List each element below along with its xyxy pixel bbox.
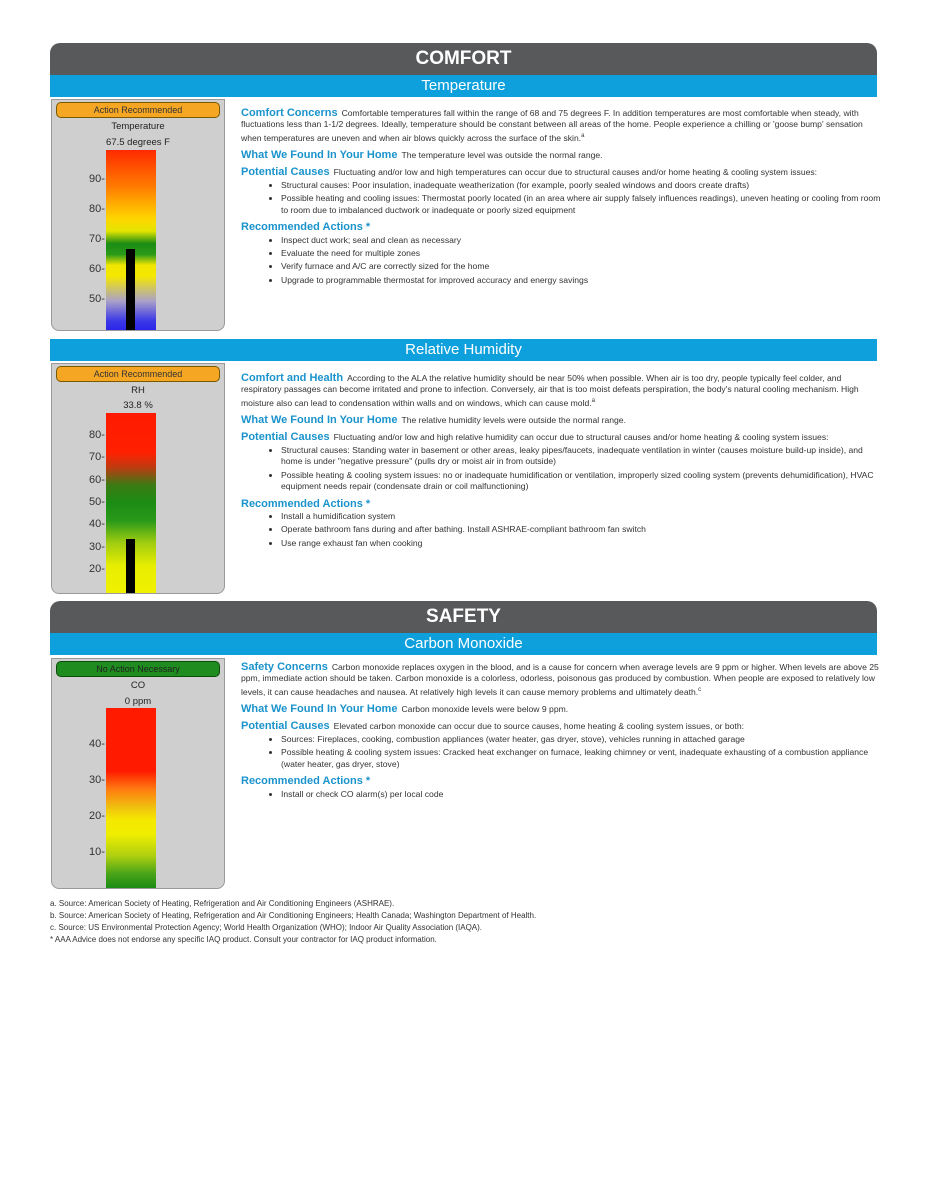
temperature-tick-60: 60- (89, 263, 105, 275)
list-item: • Operate bathroom fans during and after bathing. Install ASHRAE-compliant bathroom fan switch (281, 524, 881, 535)
list-item: • Verify furnace and A/C are correctly sized for the home (281, 261, 881, 272)
causes-heading: Potential Causes (241, 720, 330, 733)
list-item: • Evaluate the need for multiple zones (281, 248, 881, 259)
temperature-color-bar (106, 150, 156, 330)
list-item: • Structural causes: Poor insulation, inadequate weatherization (for example, poorly sealed windows and doors create drafts) (281, 180, 881, 191)
list-item: • Upgrade to programmable thermostat for improved accuracy and energy savings (281, 275, 881, 286)
concerns-heading: Comfort Concerns (241, 107, 338, 119)
humidity-gauge-panel (51, 363, 225, 594)
concerns-text: Comfortable temperatures fall within the range of 68 and 75 degrees F. In addition temperatures are most comfortable when steady, with fluctuations less than 1-1/2 degrees. Ideally, temperature should be constant between all areas of the home. People experience a chilling or 'goose bump' sensation when temperatures are uneven and when air blows quickly across the surface of the skin. (241, 108, 863, 143)
found-heading: What We Found In Your Home (241, 414, 398, 427)
footnote-ref: a (591, 397, 595, 404)
comfort-section-header: COMFORT (50, 43, 877, 75)
footnote-c: c. Source: US Environmental Protection Agency; World Health Organization (WHO); Indoor Air Quality Association (IAQA). (50, 923, 483, 932)
list-item: • Install or check CO alarm(s) per local code (281, 789, 881, 800)
temperature-tick-90: 90- (89, 173, 105, 185)
causes-heading: Potential Causes (241, 431, 330, 444)
co-tick-30: 30- (89, 774, 105, 786)
found-text: The temperature level was outside the normal range. (401, 150, 603, 161)
found-text: Carbon monoxide levels were below 9 ppm. (401, 704, 569, 715)
co-tick-20: 20- (89, 810, 105, 822)
co-tick-10: 10- (89, 846, 105, 858)
humidity-header: Relative Humidity (50, 339, 877, 361)
gauge-metric-label: Temperature (111, 121, 165, 132)
list-item: • Install a humidification system (281, 511, 881, 522)
footnote-a: a. Source: American Society of Heating, Refrigeration and Air Conditioning Engineers (ASHRAE). (50, 899, 395, 908)
status-badge: Action Recommended (56, 366, 220, 382)
gauge-reading: 67.5 degrees F (106, 137, 170, 148)
humidity-content (241, 373, 881, 555)
actions-heading: Recommended Actions * (241, 221, 371, 234)
gauge-reading: 0 ppm (124, 696, 152, 707)
concerns-text: Carbon monoxide replaces oxygen in the blood, and is a cause for concern when average levels are 9 ppm or higher. When levels are above 25 ppm, immediate action should be taken. Carbon monoxide is a colorless, odorless, poisonous gas produced by combustion. When people are exposed to relatively low levels, it can cause headaches and nausea. At relatively high levels it can cause memory problems and ultimately death. (241, 662, 879, 697)
footnote-disclaimer: * AAA Advice does not endorse any specific IAQ product. Consult your contractor for IAQ product information. (50, 935, 437, 944)
footnotes (50, 898, 536, 946)
list-item: • Possible heating and cooling issues: Thermostat poorly located (in an area where air supply falsely influences readings), uneven heating or cooling from room to room due to imbalanced ductwork or inadequate or poorly sized equipment (281, 193, 881, 216)
temperature-tick-80: 80- (89, 203, 105, 215)
concerns-heading: Comfort and Health (241, 372, 344, 384)
causes-heading: Potential Causes (241, 166, 330, 179)
status-badge: Action Recommended (56, 102, 220, 118)
footnote-b: b. Source: American Society of Heating, Refrigeration and Air Conditioning Engineers; Health Canada; Washington Department of Health. (50, 911, 537, 920)
temperature-level-bar (126, 249, 135, 330)
causes-text: Fluctuating and/or low and high temperatures can occur due to structural causes and/or home heating & cooling system issues: (333, 167, 818, 178)
list-item: • Use range exhaust fan when cooking (281, 538, 881, 549)
safety-section-header: SAFETY (50, 601, 877, 633)
found-heading: What We Found In Your Home (241, 149, 398, 162)
causes-text: Elevated carbon monoxide can occur due to source causes, home heating & cooling system issues, or both: (333, 721, 744, 732)
humidity-tick-30: 30- (89, 541, 105, 553)
list-item: • Possible heating & cooling system issues: no or inadequate humidification or ventilation, improperly sized cooling system (prevents dehumidification), HVAC equipment needs repair (condensate drain or coil malfunctioning) (281, 470, 881, 493)
humidity-tick-80: 80- (89, 429, 105, 441)
temperature-content (241, 108, 881, 292)
concerns-text: According to the ALA the relative humidity should be near 50% when possible. When air is too dry, people typically feel colder, and respiratory passages can become irritated and prone to infection. Conversely, air that is too moist defeats perspiration, the body's natural cooling mechanism. High moisture also can lead to condensation within walls and on windows, which can cause mold. (241, 373, 859, 408)
temperature-tick-50: 50- (89, 293, 105, 305)
humidity-tick-40: 40- (89, 518, 105, 530)
gauge-metric-label: CO (130, 680, 146, 691)
list-item: • Sources: Fireplaces, cooking, combustion appliances (water heater, gas dryer, stove), vehicles running in attached garage (281, 734, 881, 745)
list-item: • Structural causes: Standing water in basement or other areas, leaky pipes/faucets, inadequate ventilation in winter (causes moisture build-up inside), and home is under "negative pressure" (pulls dry or moist air in from outside) (281, 445, 881, 468)
temperature-header: Temperature (50, 75, 877, 97)
list-item: • Inspect duct work; seal and clean as necessary (281, 235, 881, 246)
causes-text: Fluctuating and/or low and high relative humidity can occur due to structural causes and/or home heating & cooling system issues: (333, 432, 829, 443)
co-color-bar (106, 708, 156, 888)
co-tick-40: 40- (89, 738, 105, 750)
list-item: • Possible heating & cooling system issues: Cracked heat exchanger on furnace, leaking chimney or vent, inadequate exhausting of a combustion appliance (water heater, gas dryer, stove) (281, 747, 881, 770)
concerns-heading: Safety Concerns (241, 661, 328, 673)
gauge-metric-label: RH (131, 385, 145, 396)
actions-heading: Recommended Actions * (241, 497, 371, 510)
humidity-tick-50: 50- (89, 496, 105, 508)
co-gauge-panel (51, 658, 225, 889)
humidity-color-bar (106, 413, 156, 593)
footnote-ref: a (581, 132, 585, 139)
footnote-ref: c (698, 686, 702, 693)
humidity-tick-60: 60- (89, 474, 105, 486)
co-content (241, 662, 881, 806)
actions-heading: Recommended Actions * (241, 775, 371, 788)
status-badge: No Action Necessary (56, 661, 220, 677)
gauge-reading: 33.8 % (123, 400, 153, 411)
humidity-tick-20: 20- (89, 563, 105, 575)
temperature-gauge-panel (51, 99, 225, 331)
found-heading: What We Found In Your Home (241, 703, 398, 716)
temperature-tick-70: 70- (89, 233, 105, 245)
humidity-tick-70: 70- (89, 451, 105, 463)
co-header: Carbon Monoxide (50, 633, 877, 655)
humidity-level-bar (126, 539, 135, 593)
found-text: The relative humidity levels were outside the normal range. (401, 415, 626, 426)
